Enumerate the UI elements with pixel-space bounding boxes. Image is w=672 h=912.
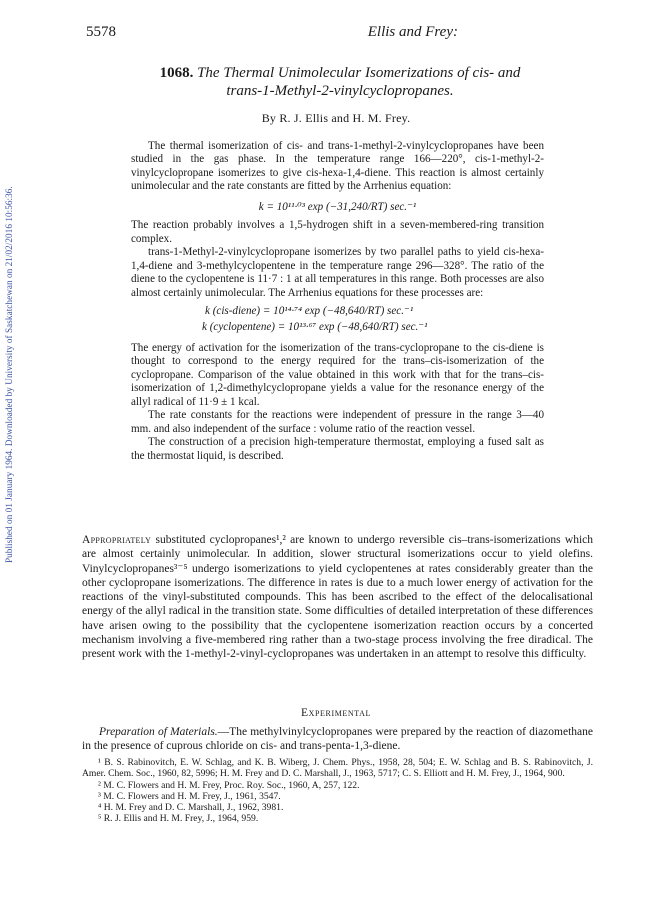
abstract [131,140,544,463]
abstract-paragraph: The energy of activation for the isomerization of the trans-cyclopropane to the cis-diene is thought to correspond to the energy required for the trans–cis-isomerization of the cyclopropane. Comparison of the value obtained in this work with that for the trans–cis-isomerization of 1,2-dimethylcyclopropane yields a value for the resonance energy of the allyl radical of 11·9 ± 1 kcal. [131,341,544,408]
footnote: ² M. C. Flowers and H. M. Frey, Proc. Roy. Soc., 1960, A, 257, 122. [98,779,360,791]
title-line-2: trans-1-Methyl-2-vinylcyclopropanes. [226,83,454,99]
subsection-heading: Preparation of Materials. [99,726,218,738]
article-number: 1068. [159,65,194,81]
footnote: ⁴ H. M. Frey and D. C. Marshall, J., 1962, 3981. [98,802,284,813]
abstract-paragraph: The thermal isomerization of cis- and trans-1-methyl-2-vinylcyclopropanes have been studied in the gas phase. In the temperature range 166—220°, cis-1-methyl-2-vinylcyclopropane isomerizes to give cis-hexa-1,4-diene. This reaction is almost certainly unimolecular and the rate constants are fitted by the Arrhenius equation: [131,140,544,193]
author-byline: By R. J. Ellis and H. M. Frey. [261,111,411,125]
preparation-paragraph [82,725,593,753]
download-watermark: Published on 01 January 1964. Downloaded by University of Saskatchewan on 21/02/2016 10:56:36. [4,186,14,564]
running-authors: Ellis and Frey: [367,24,458,40]
page-number: 5578 [86,24,116,40]
article-title [100,64,580,100]
footnote: ³ M. C. Flowers and H. M. Frey, J., 1961, 3547. [98,790,281,802]
running-header [86,24,594,44]
arrhenius-equation: k = 10¹¹·⁰³ exp (−31,240/RT) sec.⁻¹ [258,200,417,213]
introduction [82,533,593,661]
title-line-1: The Thermal Unimolecular Isomerizations of cis- and [197,65,521,81]
body-paragraph [82,533,593,661]
abstract-paragraph: trans-1-Methyl-2-vinylcyclopropane isomerizes by two parallel paths to yield cis-hexa-1,4-diene and 3-methylcyclopentene in the temperature range 296—328°. The ratio of the diene to the cyclopentene is 11·7 : 1 at all temperatures in this range. Both processes are also almost certainly unimolecular. The Arrhenius equations for these processes are: [131,246,544,299]
footnotes [82,757,593,825]
abstract-paragraph: The reaction probably involves a 1,5-hydrogen shift in a seven-membered-ring transition complex. [131,219,544,245]
arrhenius-equation-diene: k (cis-diene) = 10¹⁴·⁷⁴ exp (−48,640/RT) sec.⁻¹ [205,304,414,317]
arrhenius-equation-cyclopentene: k (cyclopentene) = 10¹³·⁶⁷ exp (−48,640/RT) sec.⁻¹ [202,321,428,334]
lead-in: Appropriately [82,534,152,546]
footnote: ¹ B. S. Rabinovitch, E. W. Schlag, and K. B. Wiberg, J. Chem. Phys., 1958, 28, 504; E. W. Schlag and B. S. Rabinovitch, J. Amer. Chem. Soc., 1960, 82, 5996; H. M. Frey and D. C. Marshall, J., 1963, 5717; C. S. Elliott and H. M. Frey, J., 1964, 900. [82,757,593,780]
body-paragraph-text: —The methylvinylcyclopropanes were prepared by the reaction of diazomethane in the presence of cuprous chloride on cis- and trans-penta-1,3-diene. [82,726,593,752]
body-paragraph [82,725,593,753]
footnote: ⁵ R. J. Ellis and H. M. Frey, J., 1964, 959. [98,813,259,825]
body-paragraph-text: substituted cyclopropanes¹,² are known to undergo reversible cis–trans-isomerizations which are almost certainly unimolecular. In addition, slower structural isomerizations occur to yield olefins. Vinylcyclopropanes³⁻⁵ undergo isomerizations to yield cyclopentenes at rates considerably greater than the other cyclopropane isomerizations. The difference in rates is due to a much lower energy of activation for the reactions of the vinyl-substituted compounds. This has been ascribed to the effect of the delocalisational energy of the allyl radical in the transition state. Some difficulties of detailed interpretation of these differences have arisen owing to the possibility that the cyclopentene isomerization reaction occurs by a concerted mechanism involving a five-membered ring rather than a two-stage process involving the free diradical. The present work with the 1-methyl-2-vinyl-cyclopropanes was undertaken in an attempt to resolve this difficulty. [82,534,593,660]
abstract-paragraph: The construction of a precision high-temperature thermostat, employing a fused salt as the thermostat liquid, is described. [131,436,544,462]
abstract-paragraph: The rate constants for the reactions were independent of pressure in the range 3—40 mm. and also independent of the surface : volume ratio of the reaction vessel. [131,409,544,435]
section-heading: Experimental [300,707,372,719]
